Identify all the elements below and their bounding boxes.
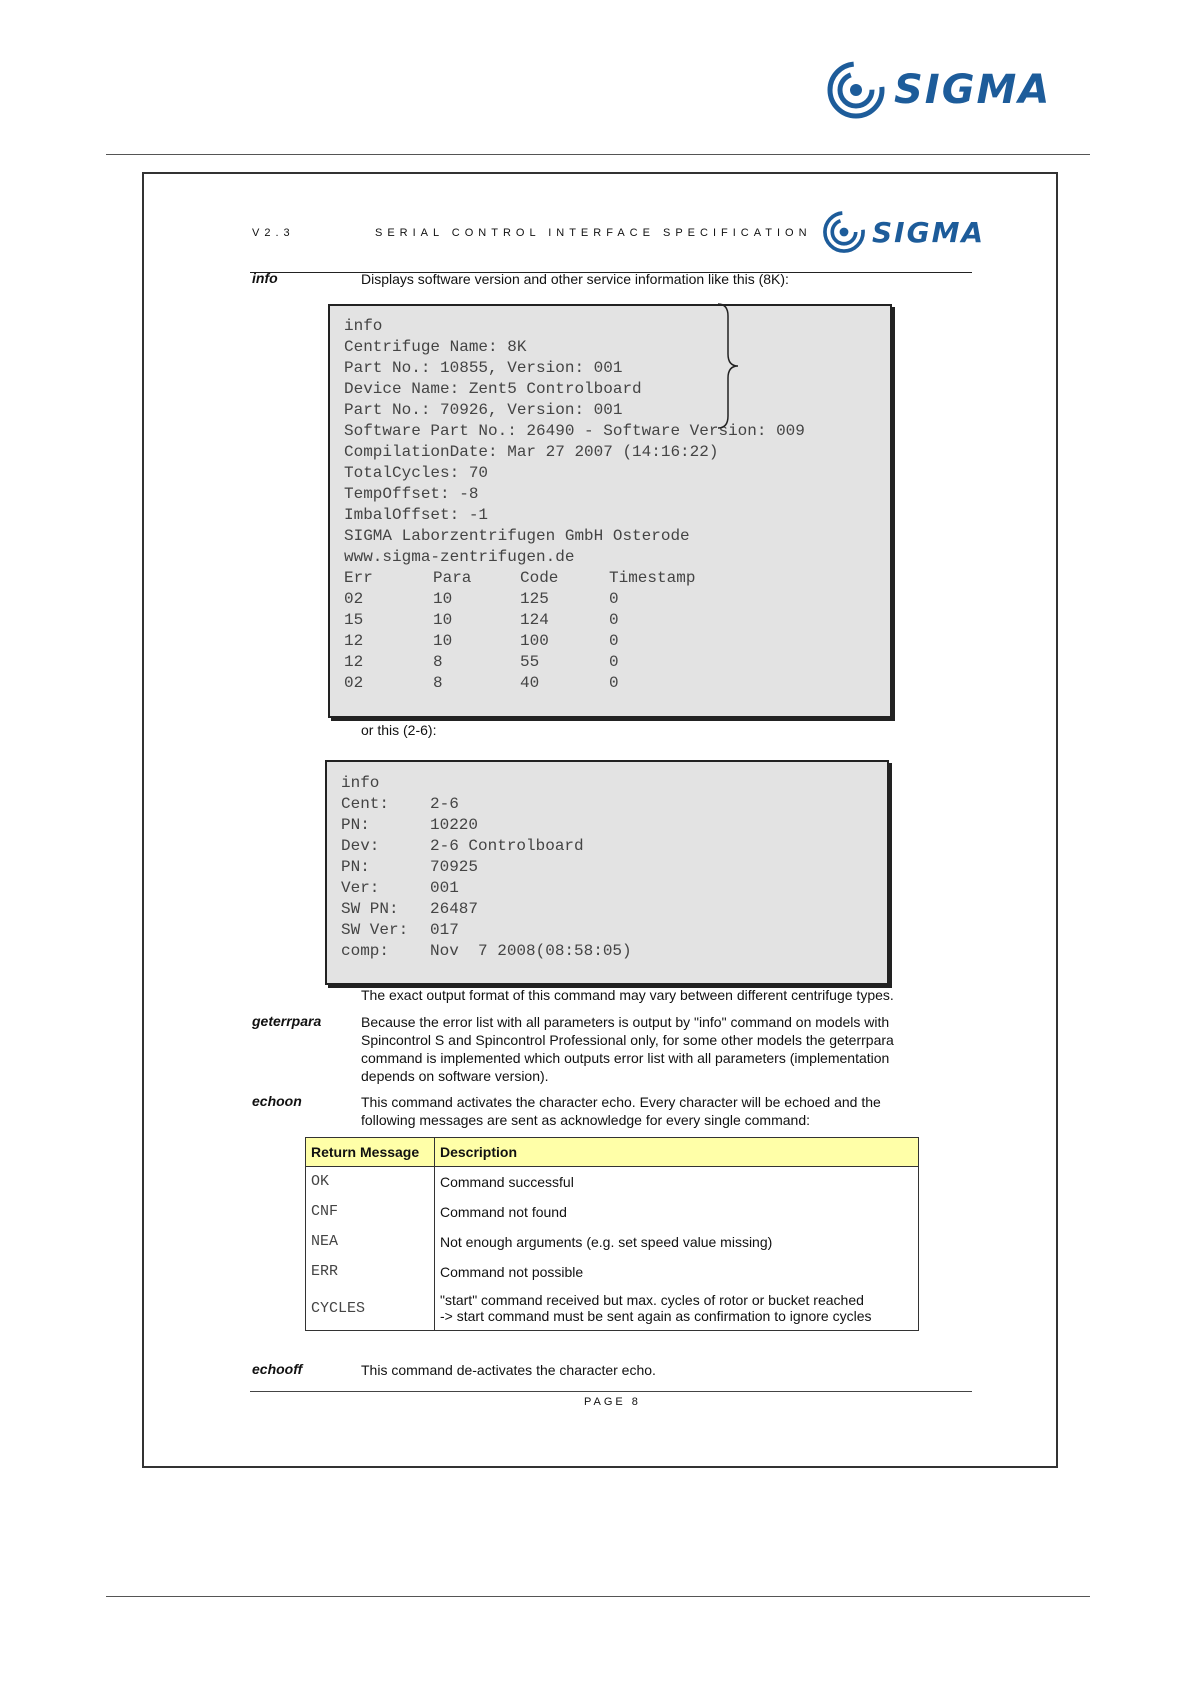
sigma-logo-doc	[822, 210, 985, 254]
table-row	[306, 1167, 919, 1197]
console-cell: 8	[433, 674, 443, 692]
doc-footer-rule	[250, 1391, 972, 1392]
table-row	[306, 1257, 919, 1287]
console-cell: Code	[520, 569, 559, 587]
geterrpara-description	[361, 1013, 894, 1085]
info-description: Displays software version and other service information like this (8K):	[361, 271, 789, 287]
console-cell: Err	[344, 569, 373, 587]
console-cell: 02	[344, 590, 364, 608]
console-cell: Para	[433, 569, 472, 587]
console-line: TotalCycles: 70	[344, 464, 489, 482]
table-row	[306, 1197, 919, 1227]
console-key: Ver:	[341, 879, 380, 897]
return-code-cell: CYCLES	[306, 1287, 435, 1331]
doc-version: V2.3	[252, 227, 295, 239]
error-list-row	[344, 673, 890, 694]
page-number: PAGE 8	[584, 1396, 641, 1408]
echoon-description	[361, 1093, 881, 1129]
return-code-cell: CNF	[306, 1197, 435, 1227]
top-rule	[106, 154, 1090, 155]
console-output-2-6	[325, 760, 889, 985]
return-message-table	[305, 1137, 919, 1331]
console-line: Part No.: 10855, Version: 001	[344, 359, 623, 377]
console-value: 70925	[430, 858, 479, 876]
console-key: comp:	[341, 942, 390, 960]
text-line: This command activates the character echo. Every character will be echoed and the	[361, 1094, 881, 1110]
console-value: 26487	[430, 900, 479, 918]
or-this-label: or this (2-6):	[361, 722, 437, 738]
console-cell: 15	[344, 611, 364, 629]
console-line: Software Part No.: 26490 - Software Version: 009	[344, 422, 805, 440]
description-line: Command not possible	[440, 1263, 584, 1280]
console-cell: 10	[433, 632, 453, 650]
console-value: 10220	[430, 816, 479, 834]
description-cell	[435, 1287, 919, 1331]
description-line: Command not found	[440, 1203, 567, 1220]
error-list-row	[344, 631, 890, 652]
console-value: Nov 7 2008(08:58:05)	[430, 942, 632, 960]
info-note: The exact output format of this command may vary between different centrifuge types.	[361, 987, 894, 1003]
console-cell: 12	[344, 653, 364, 671]
sigma-logo-top	[826, 60, 1051, 120]
console-key: Dev:	[341, 837, 380, 855]
console-line: TempOffset: -8	[344, 485, 479, 503]
term-geterrpara: geterrpara	[252, 1013, 322, 1029]
console-output-8k	[328, 304, 892, 718]
console-cell: 10	[433, 590, 453, 608]
error-list-row	[344, 610, 890, 631]
table-row	[306, 1287, 919, 1331]
console-key: SW PN:	[341, 900, 399, 918]
console-line	[341, 857, 887, 878]
console-key: SW Ver:	[341, 921, 409, 939]
text-line: command is implemented which outputs error list with all parameters (implementation	[361, 1050, 890, 1066]
console-value: 001	[430, 879, 459, 897]
description-cell	[435, 1227, 919, 1257]
return-code-cell: NEA	[306, 1227, 435, 1257]
echooff-description: This command de-activates the character echo.	[361, 1362, 656, 1378]
sigma-swirl-icon	[822, 210, 866, 254]
error-list-row	[344, 652, 890, 673]
header-return-message: Return Message	[306, 1138, 435, 1167]
console-line	[341, 941, 887, 962]
console-line: Device Name: Zent5 Controlboard	[344, 380, 642, 398]
console-cell: 8	[433, 653, 443, 671]
console-cell: 0	[609, 632, 619, 650]
console-line: info	[341, 774, 380, 792]
console-cell: 125	[520, 590, 549, 608]
console-line: SIGMA Laborzentrifugen GmbH Osterode	[344, 527, 690, 545]
console-cell: 124	[520, 611, 549, 629]
console-cell: 40	[520, 674, 540, 692]
console-line	[341, 899, 887, 920]
description-cell	[435, 1197, 919, 1227]
console-line: Centrifuge Name: 8K	[344, 338, 527, 356]
console-key: Cent:	[341, 795, 390, 813]
description-cell	[435, 1167, 919, 1197]
console-line: Part No.: 70926, Version: 001	[344, 401, 623, 419]
console-cell: 0	[609, 590, 619, 608]
console-cell: 02	[344, 674, 364, 692]
console-line	[341, 878, 887, 899]
sigma-logo-text: SIGMA	[894, 67, 1052, 113]
table-header-row	[306, 1138, 919, 1167]
bottom-rule	[106, 1596, 1090, 1597]
sigma-swirl-icon	[826, 60, 886, 120]
error-list-row	[344, 589, 890, 610]
console-cell: 0	[609, 611, 619, 629]
description-line: Not enough arguments (e.g. set speed value missing)	[440, 1233, 773, 1250]
term-echoon: echoon	[252, 1093, 302, 1109]
console-cell: 0	[609, 653, 619, 671]
text-line: following messages are sent as acknowledge for every single command:	[361, 1112, 811, 1128]
console-key: PN:	[341, 816, 370, 834]
brace-annotation	[716, 302, 742, 430]
console-line: www.sigma-zentrifugen.de	[344, 548, 575, 566]
console-line: info	[344, 317, 383, 335]
console-value: 2-6	[430, 795, 459, 813]
header-description: Description	[435, 1138, 919, 1167]
console-value: 017	[430, 921, 459, 939]
text-line: depends on software version).	[361, 1068, 549, 1084]
console-cell: 55	[520, 653, 540, 671]
error-list-header	[344, 568, 890, 589]
console-value: 2-6 Controlboard	[430, 837, 584, 855]
console-cell: 10	[433, 611, 453, 629]
return-code-cell: OK	[306, 1167, 435, 1197]
console-cell: 0	[609, 674, 619, 692]
description-cell	[435, 1257, 919, 1287]
description-line: Command successful	[440, 1173, 574, 1190]
table-row	[306, 1227, 919, 1257]
console-key: PN:	[341, 858, 370, 876]
term-echooff: echooff	[252, 1361, 303, 1377]
console-cell: Timestamp	[609, 569, 696, 587]
console-line	[341, 920, 887, 941]
console-line	[341, 815, 887, 836]
doc-title: SERIAL CONTROL INTERFACE SPECIFICATION	[375, 227, 812, 239]
return-code-cell: ERR	[306, 1257, 435, 1287]
console-line	[341, 836, 887, 857]
console-cell: 100	[520, 632, 549, 650]
console-line	[341, 794, 887, 815]
term-info: info	[252, 270, 278, 286]
console-line: ImbalOffset: -1	[344, 506, 489, 524]
text-line: Spincontrol S and Spincontrol Professional only, for some other models the geterrpara	[361, 1032, 894, 1048]
console-line: CompilationDate: Mar 27 2007 (14:16:22)	[344, 443, 719, 461]
sigma-logo-text: SIGMA	[872, 215, 986, 249]
description-line: -> start command must be sent again as confirmation to ignore cycles	[440, 1308, 872, 1325]
console-cell: 12	[344, 632, 364, 650]
description-line: "start" command received but max. cycles of rotor or bucket reached	[440, 1292, 864, 1309]
text-line: Because the error list with all parameters is output by "info" command on models with	[361, 1014, 890, 1030]
